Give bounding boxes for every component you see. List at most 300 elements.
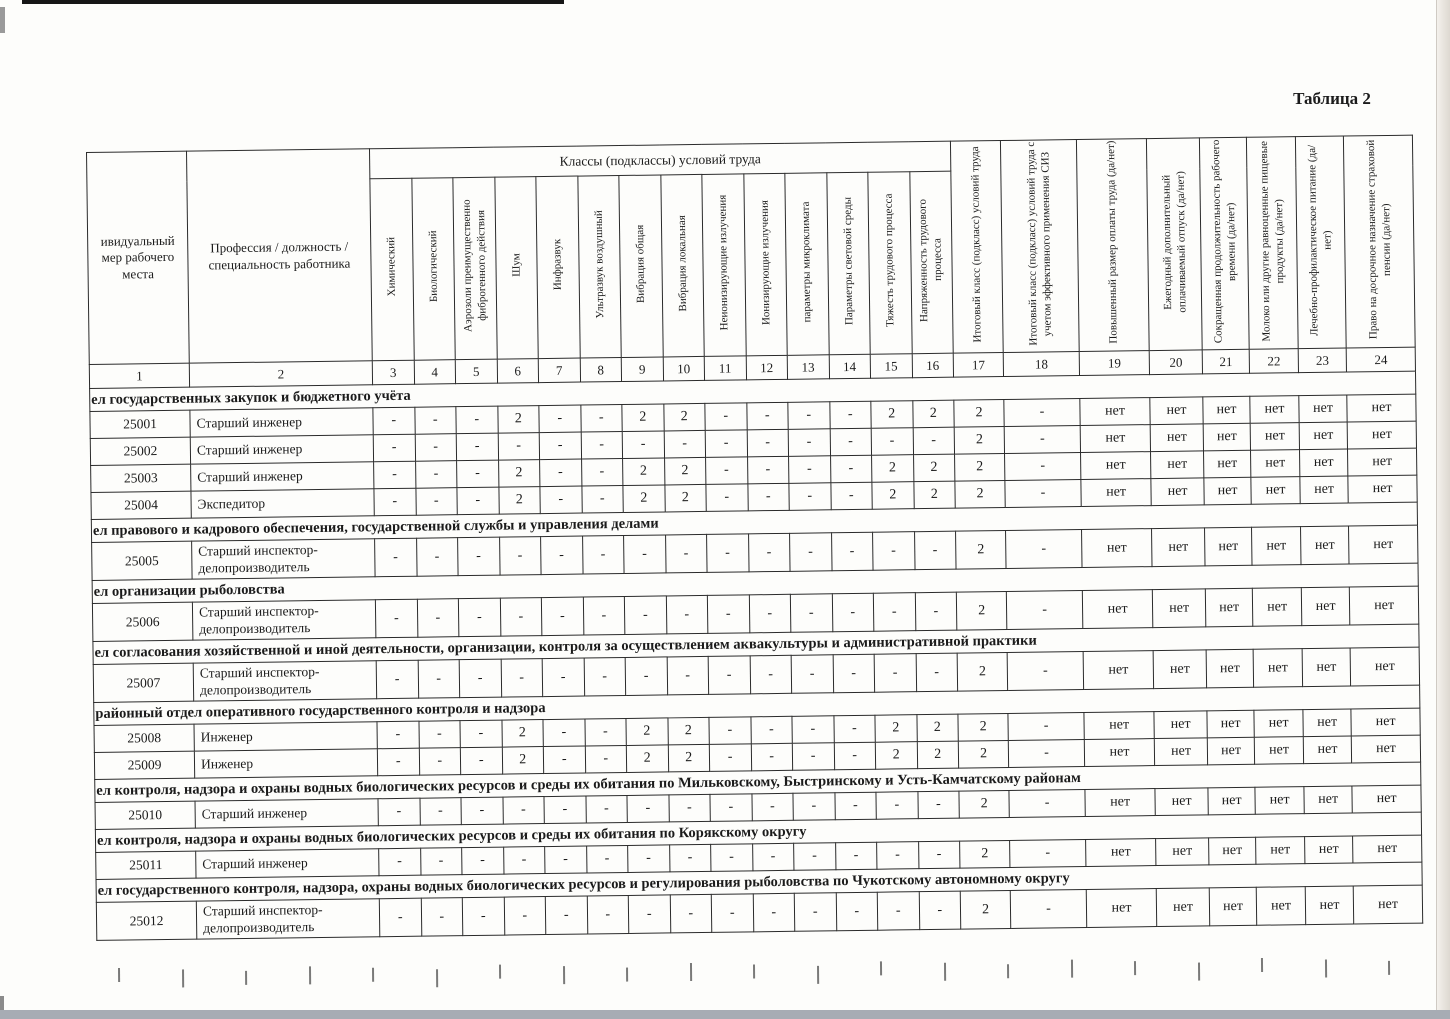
cell-value: - — [833, 654, 875, 693]
cell-value: нет — [1153, 650, 1206, 689]
cell-value: - — [830, 482, 872, 510]
cell-value: - — [705, 430, 747, 458]
cell-value: - — [876, 792, 918, 820]
cell-value: - — [792, 716, 834, 744]
cell-value: нет — [1347, 394, 1416, 422]
scan-artifact-tick — [245, 971, 247, 985]
col-header-factor-4 — [411, 178, 455, 361]
column-number: 6 — [497, 359, 539, 384]
cell-value: - — [833, 715, 875, 743]
col-header-factor-10 — [660, 174, 704, 357]
scan-artifact-tick — [690, 963, 692, 981]
cell-value: нет — [1347, 421, 1416, 449]
column-number: 19 — [1079, 351, 1149, 376]
cell-value: - — [543, 746, 585, 774]
cell-value: - — [750, 716, 792, 744]
cell-value: нет — [1349, 586, 1418, 625]
profession: Инженер — [194, 722, 377, 751]
column-number: 17 — [953, 353, 1003, 378]
workplace-id: 25007 — [93, 663, 193, 702]
cell-value: - — [873, 532, 915, 571]
cell-value: - — [377, 748, 419, 776]
cell-value: - — [421, 898, 463, 937]
cell-value: - — [667, 656, 709, 695]
scan-artifact-tick — [1071, 960, 1073, 978]
cell-value: нет — [1080, 425, 1150, 453]
cell-value: - — [794, 843, 836, 871]
cell-value: нет — [1352, 785, 1421, 813]
scan-artifact-tick — [499, 965, 501, 979]
workplace-id: 25005 — [92, 541, 192, 580]
col-header-classes-group: Классы (подклассы) условий труда — [369, 141, 950, 179]
cell-value: нет — [1084, 712, 1154, 740]
cell-value: - — [749, 594, 791, 633]
cell-value: - — [710, 794, 752, 822]
cell-value: - — [374, 488, 416, 516]
cell-value: - — [583, 596, 625, 635]
workplace-id: 25004 — [91, 491, 191, 519]
cell-value: - — [877, 892, 919, 931]
cell-value: нет — [1150, 397, 1203, 425]
cell-value: 2 — [622, 404, 664, 432]
cell-value: нет — [1252, 588, 1301, 627]
cell-value: - — [624, 535, 666, 574]
cell-value: - — [668, 794, 710, 822]
cell-value: - — [834, 792, 876, 820]
cell-value: нет — [1253, 649, 1302, 688]
scan-artifact-tick — [1261, 958, 1263, 972]
cell-value: - — [585, 795, 627, 823]
cell-value: нет — [1156, 888, 1209, 927]
column-number: 16 — [912, 353, 954, 378]
cell-value: нет — [1305, 886, 1353, 925]
scan-artifact-tick — [118, 968, 120, 982]
cell-value: - — [829, 401, 871, 429]
profession: Старший инженер — [196, 849, 379, 878]
cell-value: - — [711, 894, 753, 933]
cell-value: - — [873, 593, 915, 632]
scan-artifact-tick — [944, 963, 946, 981]
cell-value: нет — [1301, 526, 1349, 565]
cell-value: - — [751, 793, 793, 821]
cell-value: 2 — [501, 720, 543, 748]
cell-value: 2 — [957, 652, 1007, 691]
cell-value: - — [545, 896, 587, 935]
col-header-factor-14-label: Параметры световой среды — [841, 196, 855, 326]
col-header-higher-pay-label: Повышенный размер оплаты труда (да/нет) — [1105, 140, 1121, 345]
profession: Старший инспектор- делопроизводитель — [192, 600, 375, 640]
cell-value: нет — [1301, 587, 1349, 626]
col-header-factor-11 — [702, 174, 746, 357]
cell-value: - — [581, 432, 623, 460]
column-number: 20 — [1149, 350, 1202, 375]
column-number: 10 — [663, 356, 705, 381]
cell-value: нет — [1251, 450, 1300, 478]
cell-value: - — [913, 427, 955, 455]
cell-value: нет — [1085, 789, 1155, 817]
cell-value: 2 — [872, 482, 914, 510]
col-header-milk-products-label: Молоко или другие равноценные пищевые продукты (да/нет) — [1257, 140, 1286, 341]
cell-value: - — [793, 793, 835, 821]
cell-value: нет — [1254, 710, 1303, 738]
cell-value: нет — [1303, 736, 1351, 764]
cell-value: нет — [1300, 476, 1348, 504]
workplace-id: 25012 — [96, 901, 196, 940]
cell-value: нет — [1348, 448, 1417, 476]
cell-value: - — [540, 459, 582, 487]
col-header-extra-vacation-label: Ежегодный дополнительный оплачиваемый отпуск (да/нет) — [1160, 170, 1189, 313]
cell-value: 2 — [623, 485, 665, 513]
cell-value: нет — [1348, 475, 1417, 503]
cell-value: нет — [1205, 527, 1252, 566]
col-header-final-class-siz-label: Итоговый класс (подкласс) условий труда с учетом эффективного применения СИЗ — [1025, 141, 1055, 346]
sout-table-wrap — [86, 135, 1423, 941]
column-number: 13 — [787, 355, 829, 380]
cell-value: - — [459, 659, 501, 698]
cell-value: нет — [1150, 424, 1203, 452]
cell-value: - — [541, 597, 583, 636]
cell-value: - — [627, 795, 669, 823]
cell-value: - — [415, 488, 457, 516]
cell-value: - — [1009, 789, 1085, 817]
cell-value: нет — [1204, 477, 1251, 505]
column-number: 18 — [1003, 352, 1079, 377]
cell-value: - — [1008, 712, 1084, 740]
cell-value: 2 — [875, 742, 917, 770]
cell-value: - — [378, 798, 420, 826]
cell-value: - — [543, 719, 585, 747]
cell-value: 2 — [872, 455, 914, 483]
cell-value: - — [460, 720, 502, 748]
column-number: 7 — [538, 358, 580, 383]
cell-value: - — [752, 843, 794, 871]
col-header-final-class — [950, 141, 1003, 354]
cell-value: - — [582, 535, 624, 574]
section-title: районный отдел оперативного государственного контроля и надзора — [94, 685, 1420, 725]
col-header-factor-6-label: Шум — [509, 253, 523, 278]
cell-value: - — [456, 433, 498, 461]
cell-value: - — [789, 483, 831, 511]
col-header-factor-14 — [826, 172, 870, 355]
cell-value: 2 — [954, 400, 1004, 428]
cell-value: 2 — [668, 744, 710, 772]
workplace-id: 25006 — [92, 602, 192, 641]
cell-value: 2 — [626, 718, 668, 746]
cell-value: - — [751, 743, 793, 771]
cell-value: - — [705, 403, 747, 431]
cell-value: - — [788, 429, 830, 457]
cell-value: нет — [1250, 423, 1299, 451]
cell-value: - — [462, 847, 504, 875]
workplace-id: 25008 — [94, 724, 194, 752]
cell-value: - — [746, 402, 788, 430]
cell-value: нет — [1086, 839, 1156, 867]
scan-artifact-tick — [817, 966, 819, 984]
cell-value: - — [415, 461, 457, 489]
scan-artifact-tick — [1325, 959, 1327, 977]
cell-value: - — [707, 534, 749, 573]
col-header-milk-products — [1246, 137, 1298, 350]
cell-value: нет — [1208, 787, 1255, 815]
cell-value: - — [418, 721, 460, 749]
cell-value: нет — [1154, 711, 1207, 739]
cell-value: - — [460, 747, 502, 775]
col-header-factor-6 — [494, 177, 538, 360]
cell-value: нет — [1299, 395, 1347, 423]
cell-value: - — [788, 402, 830, 430]
cell-value: - — [581, 459, 623, 487]
cell-value: - — [711, 844, 753, 872]
cell-value: нет — [1251, 477, 1300, 505]
cell-value: 2 — [958, 740, 1008, 768]
col-header-factor-7-label: Инфразвук — [551, 239, 564, 291]
cell-value: - — [1010, 889, 1086, 928]
cell-value: 2 — [502, 747, 544, 775]
cell-value: 2 — [958, 713, 1008, 741]
cell-value: - — [664, 430, 706, 458]
workplace-id: 25011 — [96, 851, 196, 879]
cell-value: - — [502, 797, 544, 825]
cell-value: нет — [1304, 786, 1352, 814]
cell-value: - — [1006, 530, 1082, 569]
cell-value: - — [709, 744, 751, 772]
cell-value: нет — [1205, 588, 1252, 627]
cell-value: - — [501, 659, 543, 698]
scan-artifact-tick — [1007, 964, 1009, 978]
cell-value: нет — [1351, 735, 1420, 763]
column-number: 4 — [414, 360, 456, 385]
col-header-factor-15-label: Тяжесть трудового процесса — [882, 193, 897, 328]
cell-value: 2 — [498, 487, 540, 515]
col-header-extra-vacation — [1146, 138, 1202, 351]
cell-value: - — [836, 892, 878, 931]
cell-value: 2 — [875, 715, 917, 743]
cell-value: - — [458, 537, 500, 576]
cell-value: - — [458, 598, 500, 637]
cell-value: 2 — [956, 591, 1006, 630]
cell-value: - — [544, 796, 586, 824]
scan-artifact-tick — [309, 966, 311, 984]
cell-value: - — [379, 898, 421, 937]
column-number: 1 — [89, 363, 189, 388]
cell-value: нет — [1151, 478, 1204, 506]
cell-value: - — [747, 483, 789, 511]
profession: Старший инженер — [191, 462, 374, 491]
cell-value: нет — [1254, 737, 1303, 765]
cell-value: - — [1004, 426, 1080, 454]
cell-value: нет — [1299, 422, 1347, 450]
cell-value: нет — [1303, 709, 1351, 737]
cell-value: - — [830, 428, 872, 456]
cell-value: - — [628, 845, 670, 873]
col-header-factor-13 — [785, 173, 829, 356]
col-header-factor-13-label: параметры микроклимата — [799, 201, 814, 323]
cell-value: - — [915, 592, 957, 631]
column-number: 21 — [1202, 349, 1249, 374]
cell-value: нет — [1209, 887, 1256, 926]
cell-value: - — [584, 657, 626, 696]
column-number: 22 — [1249, 349, 1298, 374]
cell-value: - — [499, 537, 541, 576]
cell-value: - — [1004, 399, 1080, 427]
cell-value: - — [830, 455, 872, 483]
cell-value: нет — [1250, 396, 1299, 424]
cell-value: - — [587, 895, 629, 934]
cell-value: - — [504, 897, 546, 936]
section-title: ел государственного контроля, надзора, охраны водных биологических ресурсов и регулирования рыболовства по Чукотскому автономному округу — [96, 862, 1422, 902]
cell-value: нет — [1156, 838, 1209, 866]
column-number: 12 — [746, 355, 788, 380]
cell-value: нет — [1083, 651, 1153, 690]
cell-value: 2 — [960, 890, 1010, 929]
cell-value: - — [585, 745, 627, 773]
cell-value: - — [792, 743, 834, 771]
cell-value: - — [747, 429, 789, 457]
cell-value: - — [790, 533, 832, 572]
col-header-factor-10-label: Вибрация локальная — [675, 214, 689, 312]
profession: Старший инспектор- делопроизводитель — [196, 899, 379, 939]
col-header-workplace-id: ивидуальный мер рабочего места — [87, 151, 190, 364]
col-header-factor-9 — [619, 175, 663, 358]
col-header-factor-3-label: Химический — [385, 237, 399, 297]
cell-value: нет — [1207, 737, 1254, 765]
col-header-factor-8 — [577, 176, 621, 359]
cell-value: - — [542, 658, 584, 697]
cell-value: - — [461, 797, 503, 825]
cell-value: - — [624, 596, 666, 635]
col-header-profession: Профессия / должность / специальность работника — [186, 149, 372, 363]
column-number: 5 — [455, 359, 497, 384]
scan-artifact-tick — [436, 969, 438, 987]
col-header-factor-12 — [743, 173, 787, 356]
profession: Старший инженер — [190, 408, 373, 437]
cell-value: 2 — [664, 484, 706, 512]
column-number: 3 — [372, 360, 414, 385]
cell-value: нет — [1300, 449, 1348, 477]
cell-value: - — [373, 407, 415, 435]
column-number: 8 — [580, 358, 622, 383]
column-number: 15 — [870, 354, 912, 379]
cell-value: 2 — [956, 530, 1006, 569]
col-header-factor-12-label: Ионизирующие излучения — [758, 199, 772, 325]
cell-value: 2 — [913, 454, 955, 482]
cell-value: - — [666, 595, 708, 634]
cell-value: - — [707, 595, 749, 634]
cell-value: - — [791, 655, 833, 694]
cell-value: - — [457, 460, 499, 488]
cell-value: нет — [1086, 889, 1156, 928]
cell-value: - — [918, 841, 960, 869]
cell-value: 2 — [913, 481, 955, 509]
cell-value: - — [1008, 739, 1084, 767]
cell-value: нет — [1152, 528, 1205, 567]
scan-artifact-bottom-left-mark — [0, 996, 4, 1010]
cell-value: - — [669, 844, 711, 872]
cell-value: - — [419, 798, 461, 826]
workplace-id: 25002 — [90, 437, 190, 465]
cell-value: - — [379, 848, 421, 876]
workplace-id: 25010 — [95, 801, 195, 829]
col-header-medical-nutrition-label: Лечебно-профилактическое питание (да/нет) — [1306, 144, 1334, 336]
scan-artifact-tick — [1198, 963, 1200, 981]
cell-value: - — [789, 456, 831, 484]
scan-artifact-tick — [182, 969, 184, 987]
cell-value: - — [581, 486, 623, 514]
col-header-medical-nutrition — [1295, 136, 1346, 349]
scan-artifact-left-mark — [0, 7, 5, 33]
cell-value: - — [835, 842, 877, 870]
cell-value: 2 — [663, 403, 705, 431]
workplace-id: 25009 — [94, 751, 194, 779]
cell-value: - — [376, 660, 418, 699]
cell-value: - — [670, 894, 712, 933]
scan-artifact-tick — [563, 966, 565, 984]
cell-value: 2 — [955, 454, 1005, 482]
cell-value: - — [1005, 480, 1081, 508]
cell-value: нет — [1155, 788, 1208, 816]
cell-value: - — [1005, 453, 1081, 481]
cell-value: - — [415, 434, 457, 462]
cell-value: - — [456, 406, 498, 434]
workplace-id: 25001 — [90, 410, 190, 438]
cell-value: - — [917, 791, 959, 819]
scan-artifact-bottom-bar — [0, 1010, 1450, 1019]
cell-value: - — [1010, 839, 1086, 867]
cell-value: нет — [1256, 887, 1305, 926]
scan-artifact-tick — [1134, 961, 1136, 975]
col-header-factor-8-label: Ультразвук воздушный — [592, 210, 606, 319]
section-title: ел согласования хозяйственной и иной деятельности, организации, контроля за осуществлением аквакультуры и административной практики — [93, 624, 1419, 664]
cell-value: - — [375, 538, 417, 577]
cell-value: нет — [1152, 589, 1205, 628]
cell-value: - — [1006, 590, 1082, 629]
cell-value: - — [374, 461, 416, 489]
cell-value: нет — [1080, 398, 1150, 426]
column-number: 24 — [1346, 347, 1415, 372]
cell-value: 2 — [954, 427, 1004, 455]
cell-value: - — [790, 594, 832, 633]
cell-value: нет — [1350, 647, 1419, 686]
cell-value: нет — [1206, 649, 1253, 688]
cell-value: - — [419, 748, 461, 776]
cell-value: 2 — [916, 714, 958, 742]
section-title: ел контроля, надзора и охраны водных биологических ресурсов и среды их обитания по Корякскому округу — [95, 812, 1421, 852]
profession: Старший инженер — [190, 435, 373, 464]
cell-value: 2 — [917, 741, 959, 769]
col-header-reduced-hours — [1199, 137, 1249, 350]
cell-value: - — [503, 847, 545, 875]
cell-value: нет — [1353, 885, 1422, 924]
cell-value: 2 — [871, 401, 913, 429]
cell-value: - — [832, 593, 874, 632]
cell-value: нет — [1305, 836, 1353, 864]
workplace-id: 25003 — [91, 464, 191, 492]
cell-value: нет — [1209, 837, 1256, 865]
cell-value: - — [457, 487, 499, 515]
cell-value: - — [500, 598, 542, 637]
profession: Инженер — [194, 749, 377, 778]
cell-value: - — [373, 434, 415, 462]
cell-value: - — [1007, 651, 1083, 690]
cell-value: - — [914, 531, 956, 570]
scan-artifact-tick — [372, 968, 374, 982]
col-header-factor-4-label: Биологический — [426, 230, 440, 303]
section-title: ел контроля, надзора и охраны водных биологических ресурсов и среды их обитания по Мильковскому, Быстринскому и Усть-Камчатскому районам — [95, 762, 1421, 802]
cell-value: - — [874, 654, 916, 693]
cell-value: нет — [1252, 527, 1301, 566]
cell-value: нет — [1351, 708, 1420, 736]
profession: Старший инспектор- делопроизводитель — [192, 539, 375, 579]
